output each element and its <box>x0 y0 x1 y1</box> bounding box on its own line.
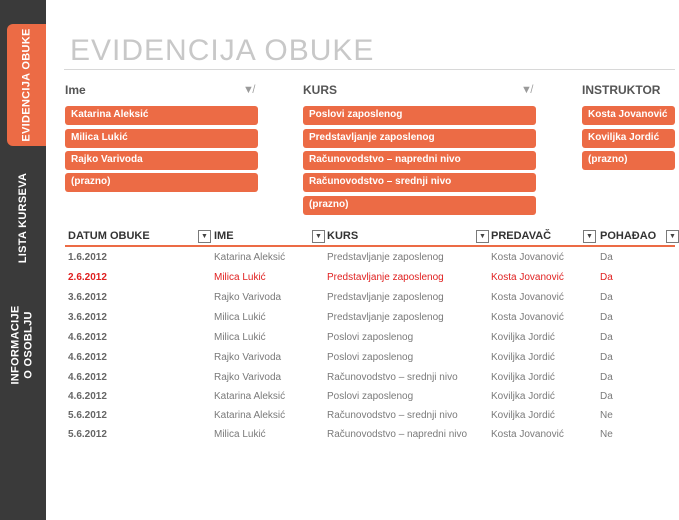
cell-course: Računovodstvo – napredni nivo <box>327 429 468 440</box>
cell-name: Milica Lukić <box>214 312 266 323</box>
slicer-header-instruktor: INSTRUKTOR <box>582 83 661 97</box>
cell-date: 1.6.2012 <box>68 252 107 263</box>
cell-date: 2.6.2012 <box>68 272 107 283</box>
cell-course: Poslovi zaposlenog <box>327 352 414 363</box>
cell-instructor: Koviljka Jordić <box>491 391 555 402</box>
cell-course: Predstavljanje zaposlenog <box>327 252 444 263</box>
cell-course: Računovodstvo – srednji nivo <box>327 410 458 421</box>
tab-informacije-o-osoblju[interactable] <box>0 285 46 405</box>
slicer-item[interactable]: (prazno) <box>303 196 536 215</box>
cell-attended: Da <box>600 332 613 343</box>
slicer-item[interactable]: Poslovi zaposlenog <box>303 106 536 125</box>
cell-course: Računovodstvo – srednji nivo <box>327 372 458 383</box>
tab-label: INFORMACIJE O OSOBLJU <box>10 305 35 385</box>
cell-instructor: Koviljka Jordić <box>491 332 555 343</box>
cell-date: 5.6.2012 <box>68 429 107 440</box>
slicer-item[interactable]: Predstavljanje zaposlenog <box>303 129 536 148</box>
cell-date: 3.6.2012 <box>68 292 107 303</box>
dropdown-arrow-icon[interactable]: ▼ <box>198 230 211 243</box>
slicer-item[interactable]: Rajko Varivoda <box>65 151 258 170</box>
clear-filter-icon[interactable]: ▼̸ <box>521 84 532 96</box>
cell-date: 5.6.2012 <box>68 410 107 421</box>
cell-instructor: Koviljka Jordić <box>491 410 555 421</box>
tab-lista-kurseva[interactable] <box>0 155 46 280</box>
column-header-datum: DATUM OBUKE <box>68 230 150 242</box>
tab-evidencija-obuke[interactable] <box>7 24 46 146</box>
cell-attended: Da <box>600 312 613 323</box>
cell-instructor: Kosta Jovanović <box>491 272 564 283</box>
cell-attended: Da <box>600 272 613 283</box>
cell-name: Rajko Varivoda <box>214 372 282 383</box>
cell-attended: Ne <box>600 410 613 421</box>
slicer-header-kurs: KURS <box>303 83 338 97</box>
cell-date: 4.6.2012 <box>68 391 107 402</box>
slicer-item[interactable]: Katarina Aleksić <box>65 106 258 125</box>
cell-name: Rajko Varivoda <box>214 292 282 303</box>
table-row <box>65 429 675 449</box>
column-header-pohadao: POHAĐAO <box>600 230 657 242</box>
table-row <box>65 292 675 312</box>
table-row <box>65 410 675 430</box>
cell-course: Poslovi zaposlenog <box>327 391 414 402</box>
cell-instructor: Kosta Jovanović <box>491 252 564 263</box>
cell-instructor: Koviljka Jordić <box>491 372 555 383</box>
dropdown-arrow-icon[interactable]: ▼ <box>583 230 596 243</box>
table-row <box>65 332 675 352</box>
table-row <box>65 372 675 392</box>
cell-date: 4.6.2012 <box>68 332 107 343</box>
cell-course: Poslovi zaposlenog <box>327 332 414 343</box>
cell-instructor: Kosta Jovanović <box>491 312 564 323</box>
table-row <box>65 391 675 411</box>
cell-attended: Ne <box>600 429 613 440</box>
cell-course: Predstavljanje zaposlenog <box>327 272 444 283</box>
table-row <box>65 272 675 292</box>
cell-date: 3.6.2012 <box>68 312 107 323</box>
slicer-item[interactable]: Kosta Jovanović <box>582 106 675 125</box>
title-divider <box>64 69 675 70</box>
cell-instructor: Kosta Jovanović <box>491 292 564 303</box>
slicer-item[interactable]: (prazno) <box>582 151 675 170</box>
cell-course: Predstavljanje zaposlenog <box>327 292 444 303</box>
dropdown-arrow-icon[interactable]: ▼ <box>476 230 489 243</box>
table-row <box>65 312 675 332</box>
column-header-ime: IME <box>214 230 234 242</box>
cell-name: Milica Lukić <box>214 332 266 343</box>
cell-attended: Da <box>600 372 613 383</box>
table-header <box>65 228 675 247</box>
cell-course: Predstavljanje zaposlenog <box>327 312 444 323</box>
cell-date: 4.6.2012 <box>68 372 107 383</box>
dropdown-arrow-icon[interactable]: ▼ <box>666 230 679 243</box>
cell-name: Milica Lukić <box>214 272 266 283</box>
slicer-item[interactable]: Milica Lukić <box>65 129 258 148</box>
table-row <box>65 352 675 372</box>
cell-name: Katarina Aleksić <box>214 410 286 421</box>
dropdown-arrow-icon[interactable]: ▼ <box>312 230 325 243</box>
cell-attended: Da <box>600 391 613 402</box>
cell-attended: Da <box>600 252 613 263</box>
cell-date: 4.6.2012 <box>68 352 107 363</box>
page-title: EVIDENCIJA OBUKE <box>70 34 375 67</box>
cell-name: Katarina Aleksić <box>214 252 286 263</box>
cell-name: Katarina Aleksić <box>214 391 286 402</box>
cell-name: Milica Lukić <box>214 429 266 440</box>
column-header-kurs: KURS <box>327 230 359 242</box>
slicer-item[interactable]: (prazno) <box>65 173 258 192</box>
table-row <box>65 252 675 272</box>
tab-label: EVIDENCIJA OBUKE <box>20 28 33 142</box>
cell-attended: Da <box>600 292 613 303</box>
cell-attended: Da <box>600 352 613 363</box>
slicer-item[interactable]: Računovodstvo – srednji nivo <box>303 173 536 192</box>
slicer-header-ime: Ime <box>65 83 86 97</box>
column-header-predavac: PREDAVAČ <box>491 230 552 242</box>
tab-label: LISTA KURSEVA <box>17 172 30 263</box>
cell-name: Rajko Varivoda <box>214 352 282 363</box>
slicer-item[interactable]: Računovodstvo – napredni nivo <box>303 151 536 170</box>
cell-instructor: Koviljka Jordić <box>491 352 555 363</box>
clear-filter-icon[interactable]: ▼̸ <box>243 84 254 96</box>
slicer-item[interactable]: Koviljka Jordić <box>582 129 675 148</box>
cell-instructor: Kosta Jovanović <box>491 429 564 440</box>
